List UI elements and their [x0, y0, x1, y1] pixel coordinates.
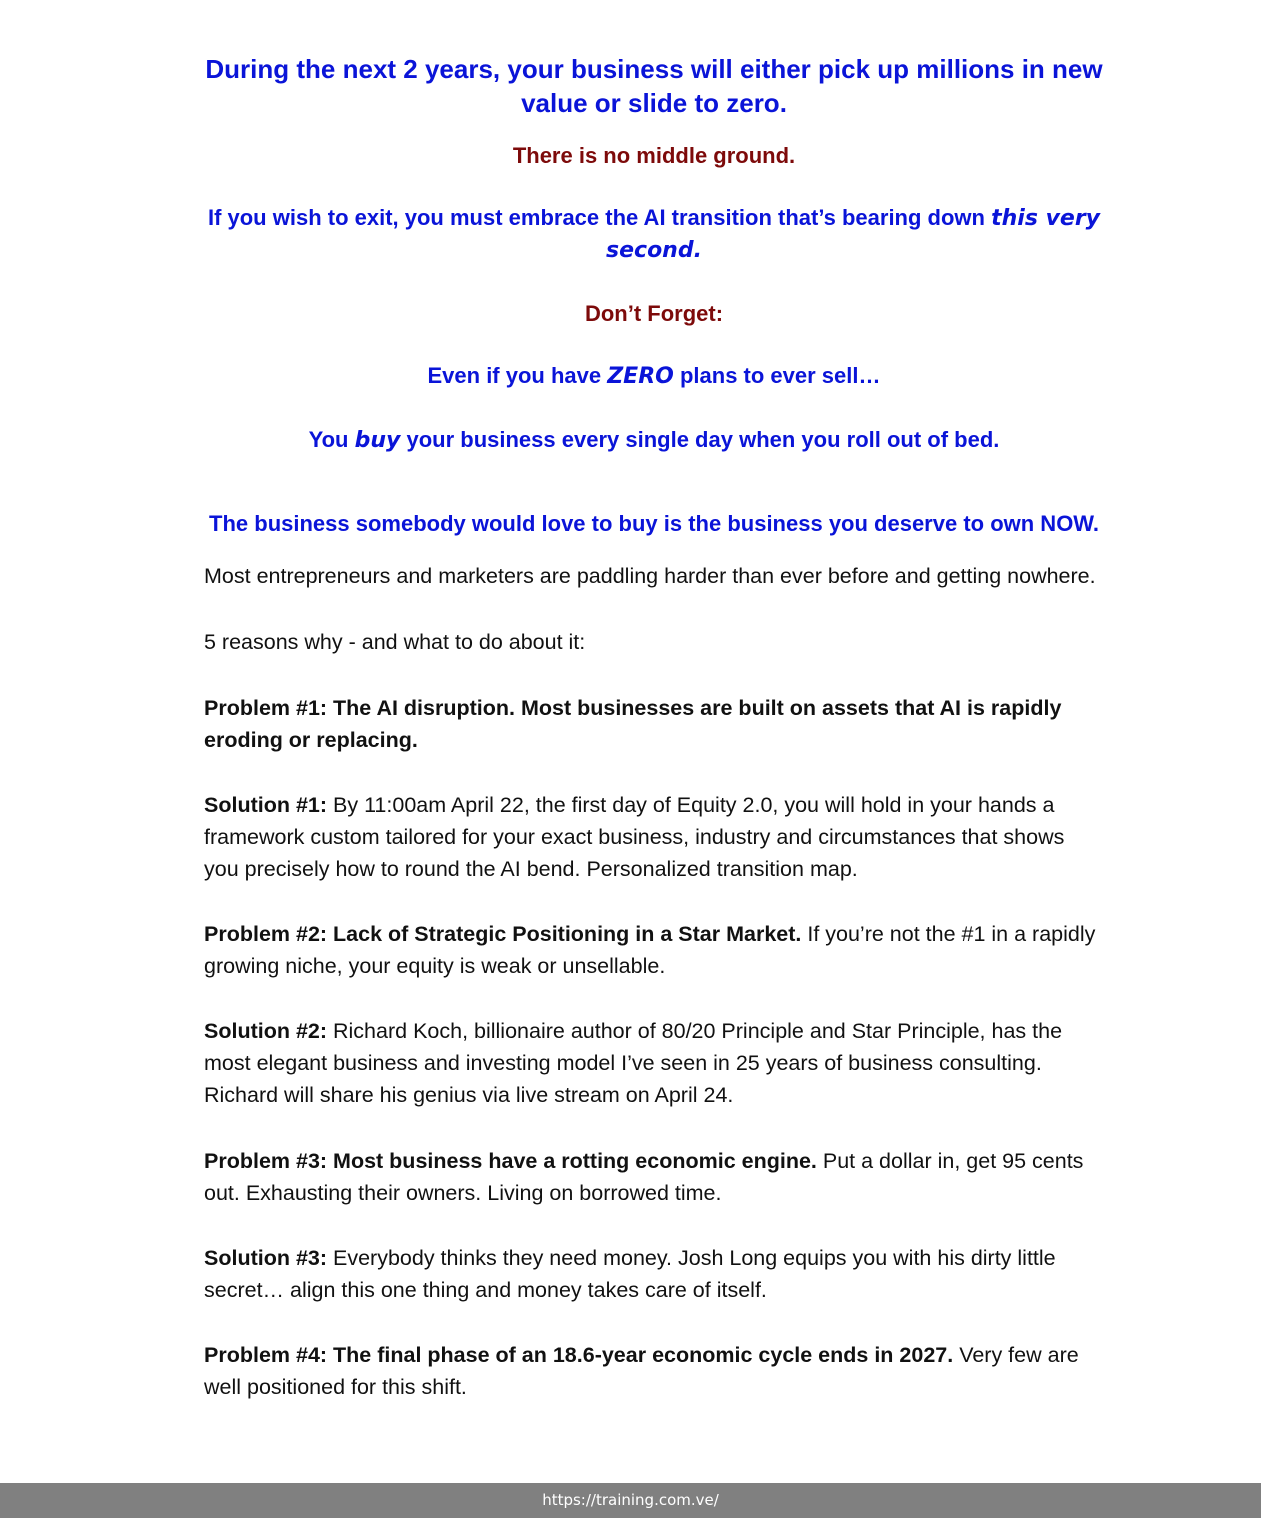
footer-bar — [0, 1483, 1261, 1518]
article-content — [204, 52, 1104, 1403]
solution-3-text: Everybody thinks they need money. Josh Long equips you with his dirty little secret… align this one thing and money takes care of itself. — [204, 1246, 1056, 1302]
buy-business-headline — [204, 424, 1104, 456]
solution-1 — [204, 789, 1104, 885]
solution-1-label: Solution #1: — [204, 793, 328, 817]
solution-2-label: Solution #2: — [204, 1019, 328, 1043]
problem-1 — [204, 692, 1104, 756]
main-headline: During the next 2 years, your business will either pick up millions in new value or slide to zero. — [205, 54, 1103, 118]
problem-3-text: Put a dollar in, get 95 cents out. Exhausting their owners. Living on borrowed time. — [204, 1149, 1084, 1205]
problem-3-label: Problem #3: Most business have a rotting economic engine. — [204, 1149, 817, 1173]
problem-2 — [204, 918, 1104, 982]
zero-plans-emphasis: ZERO — [607, 364, 674, 389]
solution-1-text: By 11:00am April 22, the first day of Equity 2.0, you will hold in your hands a framework custom tailored for your exact business, industry and circumstances that shows you precisely how to round the AI bend. Personalized transition map. — [204, 793, 1065, 881]
reasons-paragraph: 5 reasons why - and what to do about it: — [204, 630, 586, 654]
zero-plans-text-end: plans to ever sell… — [673, 363, 881, 388]
solution-3-label: Solution #3: — [204, 1246, 328, 1270]
exit-headline — [204, 202, 1104, 266]
deserve-to-own-headline: The business somebody would love to buy is the business you deserve to own NOW. — [209, 511, 1099, 536]
buy-business-text-end: your business every single day when you roll out of bed. — [400, 427, 1000, 452]
exit-headline-text: If you wish to exit, you must embrace the AI transition that’s bearing down — [207, 205, 992, 230]
buy-business-emphasis: buy — [354, 428, 401, 453]
problem-1-text: Problem #1: The AI disruption. Most businesses are built on assets that AI is rapidly eroding or replacing. — [204, 696, 1062, 752]
dont-forget-headline: Don’t Forget: — [584, 301, 724, 326]
problem-3 — [204, 1145, 1104, 1209]
footer-url[interactable]: https://training.com.ve/ — [542, 1491, 719, 1509]
problem-2-label: Problem #2: Lack of Strategic Positioning in a Star Market. — [204, 922, 802, 946]
problem-4-text: Very few are well positioned for this shift. — [204, 1343, 1079, 1399]
solution-2-text: Richard Koch, billionaire author of 80/20 Principle and Star Principle, has the most elegant business and investing model I’ve seen in 25 years of business consulting. Richard will share his genius via live stream on April 24. — [204, 1019, 1063, 1107]
problem-4-label: Problem #4: The final phase of an 18.6-year economic cycle ends in 2027. — [204, 1343, 954, 1367]
zero-plans-text-start: Even if you have — [427, 363, 608, 388]
problem-4 — [204, 1339, 1104, 1403]
intro-paragraph: Most entrepreneurs and marketers are paddling harder than ever before and getting nowhere. — [204, 564, 1096, 588]
solution-3 — [204, 1242, 1104, 1306]
zero-plans-headline — [204, 360, 1104, 392]
buy-business-text-start: You — [308, 427, 355, 452]
problem-2-text: If you’re not the #1 in a rapidly growing niche, your equity is weak or unsellable. — [204, 922, 1096, 978]
solution-2 — [204, 1015, 1104, 1111]
exit-headline-emphasis: this very second. — [606, 206, 1101, 263]
no-middle-ground-headline: There is no middle ground. — [512, 143, 796, 168]
